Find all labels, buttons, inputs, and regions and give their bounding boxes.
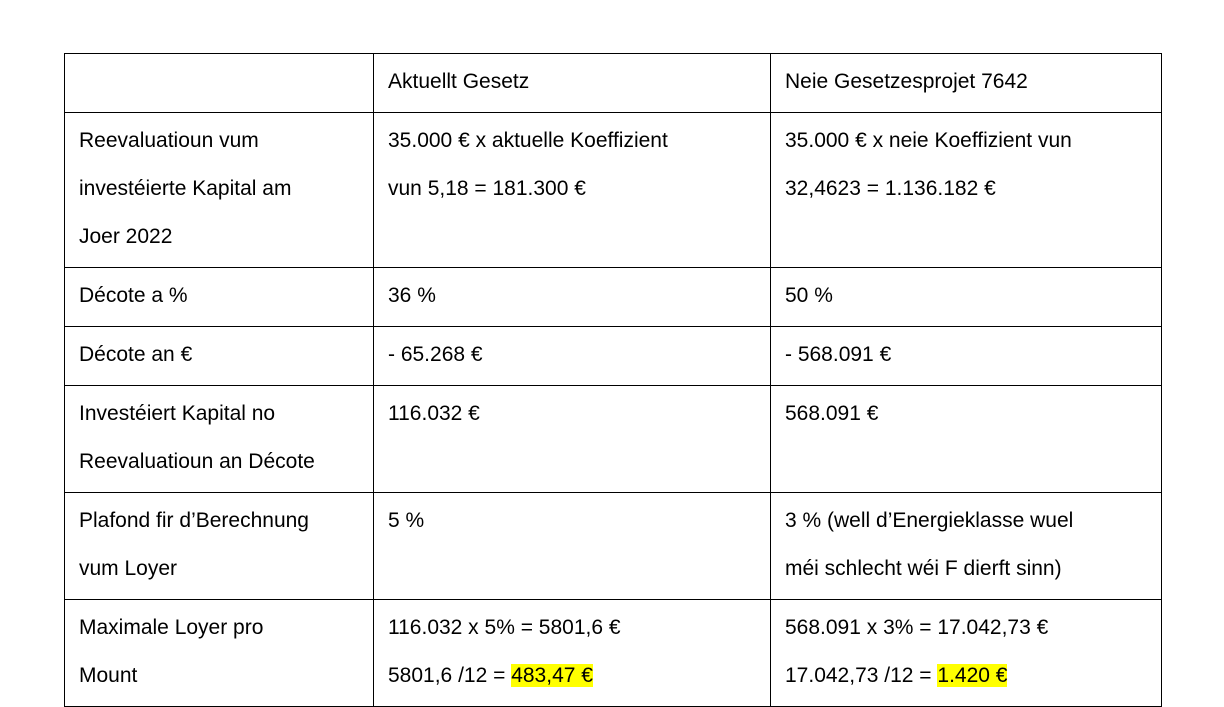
cell-line: - 65.268 € — [388, 343, 483, 366]
cell-line: 116.032 x 5% = 5801,6 € — [388, 616, 621, 639]
row-label-line: Mount — [79, 664, 138, 687]
row-label-line: Joer 2022 — [79, 225, 173, 248]
cell-line: 3 % (well d’Energieklasse wuel — [785, 509, 1074, 532]
row-label-cell — [65, 327, 374, 386]
table-row-plafond — [65, 493, 1162, 600]
row-label-cell — [65, 600, 374, 707]
cell-line: 35.000 € x aktuelle Koeffizient — [388, 129, 668, 152]
cell-line: - 568.091 € — [785, 343, 892, 366]
row-label-line: Investéiert Kapital no — [79, 402, 276, 425]
row-label-cell — [65, 268, 374, 327]
cell-line: 568.091 € — [785, 402, 879, 425]
row-label-line: Reevaluatioun an Décote — [79, 450, 315, 473]
highlighted-result: 483,47 € — [511, 664, 593, 687]
current-law-cell — [374, 268, 771, 327]
new-law-cell — [771, 386, 1162, 493]
current-law-cell — [374, 600, 771, 707]
cell-line: méi schlecht wéi F dierft sinn) — [785, 557, 1062, 580]
new-law-cell — [771, 600, 1162, 707]
row-label-line: investéierte Kapital am — [79, 177, 292, 200]
current-law-cell — [374, 493, 771, 600]
row-label-cell — [65, 493, 374, 600]
cell-line: vun 5,18 = 181.300 € — [388, 177, 586, 200]
cell-line: 116.032 € — [388, 402, 480, 425]
new-law-cell — [771, 493, 1162, 600]
current-law-cell — [374, 386, 771, 493]
cell-line: 35.000 € x neie Koeffizient vun — [785, 129, 1072, 152]
current-law-cell — [374, 113, 771, 268]
header-cell-current-law: Aktuellt Gesetz — [374, 54, 771, 113]
new-law-cell — [771, 268, 1162, 327]
table-row-reevaluation — [65, 113, 1162, 268]
cell-line: 32,4623 = 1.136.182 € — [785, 177, 996, 200]
row-label-line: vum Loyer — [79, 557, 178, 580]
current-law-cell — [374, 327, 771, 386]
header-cell-empty — [65, 54, 374, 113]
table-row-max-loyer — [65, 600, 1162, 707]
row-label-cell — [65, 113, 374, 268]
cell-line: 5 % — [388, 509, 425, 532]
table-row-decote-euro — [65, 327, 1162, 386]
result-prefix: 17.042,73 /12 = — [785, 664, 938, 687]
cell-line: 50 % — [785, 284, 833, 307]
row-label-line: Plafond fir d’Berechnung — [79, 509, 309, 532]
table-row-decote-percent — [65, 268, 1162, 327]
row-label-cell — [65, 386, 374, 493]
row-label-line: Maximale Loyer pro — [79, 616, 264, 639]
result-prefix: 5801,6 /12 = — [388, 664, 512, 687]
table-row-invested-capital — [65, 386, 1162, 493]
row-label-line: Décote an € — [79, 343, 193, 366]
cell-line: 568.091 x 3% = 17.042,73 € — [785, 616, 1049, 639]
header-row — [65, 54, 1162, 113]
new-law-cell — [771, 113, 1162, 268]
new-law-cell — [771, 327, 1162, 386]
row-label-line: Reevaluatioun vum — [79, 129, 259, 152]
result-line — [785, 652, 1147, 700]
result-line — [388, 652, 756, 700]
highlighted-result: 1.420 € — [937, 664, 1008, 687]
row-label-line: Décote a % — [79, 284, 188, 307]
loyer-comparison-table — [64, 53, 1162, 707]
header-cell-new-law: Neie Gesetzesprojet 7642 — [771, 54, 1162, 113]
cell-line: 36 % — [388, 284, 436, 307]
